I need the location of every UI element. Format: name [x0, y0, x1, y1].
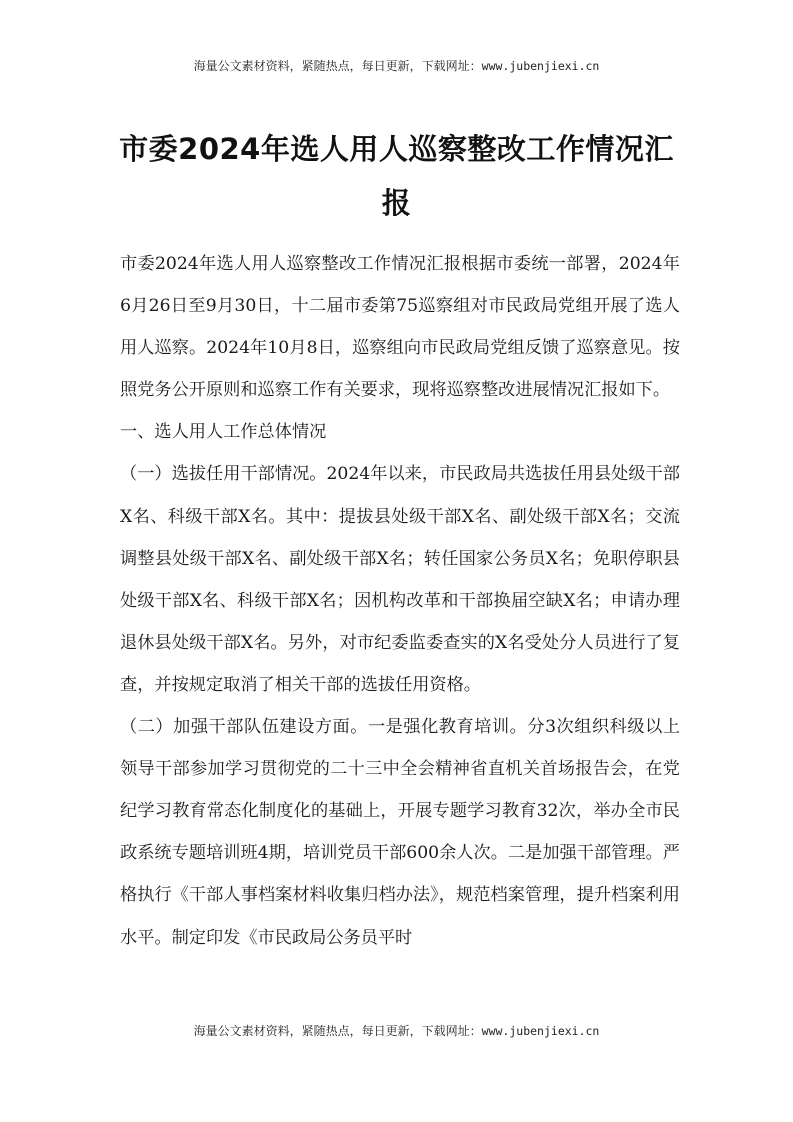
- subsection-paragraph-2: （二）加强干部队伍建设方面。一是强化教育培训。分3次组织科级以上领导干部参加学习贯彻党的二十三中全会精神省直机关首场报告会，在党纪学习教育常态化制度化的基础上，开展专题学习教育32次，举办全市民政系统专题培训班4期，培训党员干部600余人次。二是加强干部管理。严格执行《干部人事档案材料收集归档办法》，规范档案管理，提升档案利用水平。制定印发《市民政局公务员平时: [120, 717, 680, 948]
- page-footer: [0, 1023, 793, 1039]
- header-url[interactable]: www.jubenjiexi.cn: [481, 59, 600, 73]
- title-line-1: 市委2024年选人用人巡察整改工作情况汇: [119, 132, 674, 166]
- section-heading: 一、选人用人工作总体情况: [120, 422, 327, 443]
- subsection-paragraph-1: （一）选拔任用干部情况。2024年以来，市民政局共选拔任用县处级干部X名、科级干部X名。其中：提拔县处级干部X名、副处级干部X名；交流调整县处级干部X名、副处级干部X名；转任国家公务员X名；免职停职县处级干部X名、科级干部X名；因机构改革和干部换届空缺X名；申请办理退休县处级干部X名。另外，对市纪委监委查实的X名受处分人员进行了复查，并按规定取消了相关干部的选拔任用资格。: [120, 464, 680, 695]
- intro-paragraph: 市委2024年选人用人巡察整改工作情况汇报根据市委统一部署，2024年6月26日至9月30日，十二届市委第75巡察组对市民政局党组开展了选人用人巡察。2024年10月8日，巡察组向市民政局党组反馈了巡察意见。按照党务公开原则和巡察工作有关要求，现将巡察整改进展情况汇报如下。: [120, 254, 680, 401]
- document-body: [120, 243, 680, 959]
- footer-text: 海量公文素材资料，紧随热点，每日更新，下载网址：: [193, 1024, 482, 1038]
- footer-url[interactable]: www.jubenjiexi.cn: [481, 1024, 600, 1038]
- title-line-2: 报: [381, 186, 412, 220]
- page-header: [0, 58, 793, 74]
- header-text: 海量公文素材资料，紧随热点，每日更新，下载网址：: [193, 59, 482, 73]
- document-title: [110, 122, 683, 230]
